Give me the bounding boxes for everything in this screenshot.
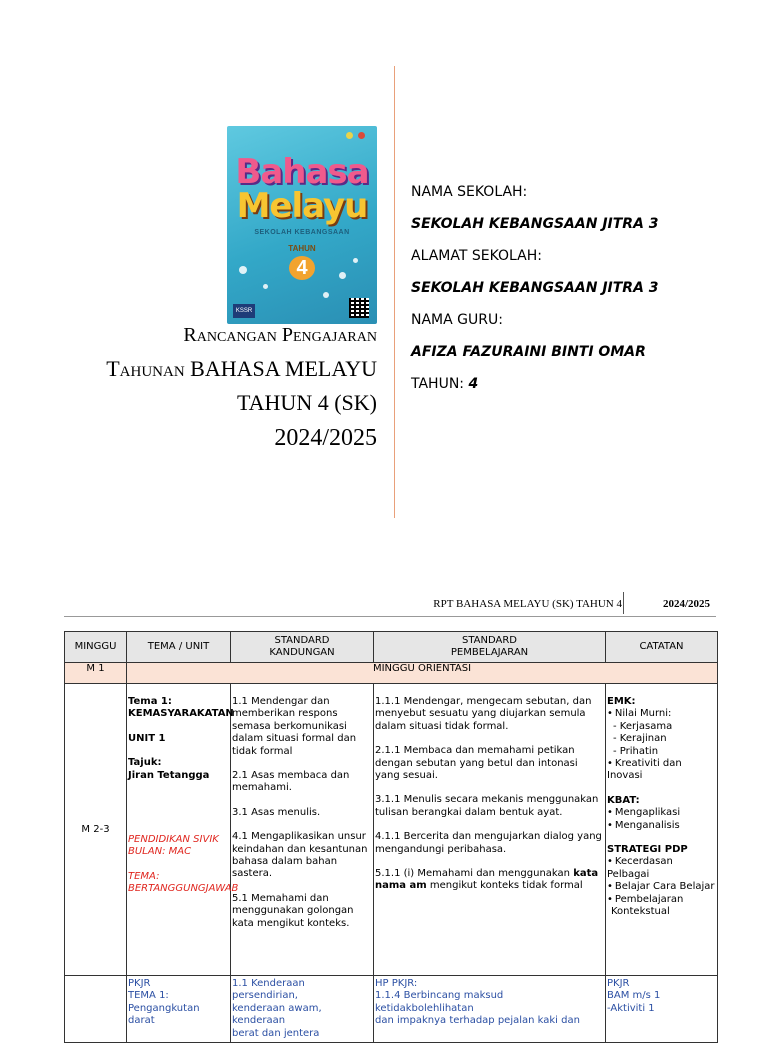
pkjr-sk-cell bbox=[231, 976, 374, 1043]
teacher-value: AFIZA FAZURAINI BINTI OMAR bbox=[411, 344, 646, 360]
spacer bbox=[232, 758, 372, 770]
running-year: 2024/2025 bbox=[662, 598, 710, 610]
tema-name: KEMASYARAKATAN bbox=[128, 708, 234, 720]
kbat-item: • Menganalisis bbox=[607, 820, 716, 832]
unit-label: UNIT 1 bbox=[128, 732, 166, 744]
table-row bbox=[65, 976, 718, 1043]
sk-item: 5.1 Memahami dan menggunakan golongan kata mengikut konteks. bbox=[232, 892, 354, 929]
pkjr-sk-line: kenderaan awam, kenderaan bbox=[232, 1002, 322, 1027]
catatan-cell bbox=[606, 684, 718, 976]
cover-word-melayu: Melayu bbox=[236, 186, 368, 226]
sk-item: 2.1 Asas membaca dan memahami. bbox=[232, 770, 350, 794]
emk-label: EMK: bbox=[607, 696, 636, 707]
running-title: RPT BAHASA MELAYU (SK) TAHUN 4 bbox=[433, 598, 622, 610]
spacer bbox=[128, 859, 229, 871]
sivik-month: BULAN: MAC bbox=[128, 846, 192, 858]
sp-item: 1.1.1 Mendengar, mengecam sebutan, dan menyebut sesuatu yang diujarkan semula dalam situasi tidak formal. bbox=[375, 696, 592, 732]
spacer bbox=[375, 856, 604, 868]
sk-item: 1.1 Mendengar dan memberikan respons semasa berkomunikasi dalam situasi formal dan tidak formal bbox=[232, 696, 357, 757]
spacer bbox=[607, 783, 716, 795]
strategi-item: • Pembelajaran bbox=[607, 894, 716, 906]
title-line-1: Rancangan Pengajaran bbox=[183, 324, 377, 346]
title-line-2-rest: BAHASA MELAYU bbox=[184, 356, 377, 381]
bubble-decoration bbox=[339, 272, 346, 279]
standard-pembelajaran-cell bbox=[374, 684, 606, 976]
header-text: KANDUNGAN bbox=[269, 647, 335, 658]
kbat-label: KBAT: bbox=[607, 794, 640, 806]
title-line-2 bbox=[106, 352, 377, 386]
rpt-table bbox=[64, 631, 718, 1043]
spacer bbox=[607, 832, 716, 844]
title-line-2-smallcaps: Tahunan bbox=[106, 356, 185, 381]
spacer bbox=[375, 819, 604, 831]
pkjr-label: PKJR bbox=[128, 978, 151, 989]
pkjr-sp-line: HP PKJR: bbox=[375, 978, 418, 989]
kbat-item: • Mengaplikasi bbox=[607, 807, 716, 819]
col-header-minggu: MINGGU bbox=[65, 632, 127, 663]
title-line-4: 2024/2025 bbox=[274, 425, 377, 451]
strategi-item: • Belajar Cara Belajar bbox=[607, 881, 716, 893]
sk-item: 3.1 Asas menulis. bbox=[232, 806, 321, 818]
pkjr-cat-line: BAM m/s 1 bbox=[607, 990, 661, 1002]
sp-item-5 bbox=[375, 868, 604, 893]
header-text: STANDARD bbox=[274, 635, 330, 646]
cover-word-bahasa: Bahasa bbox=[235, 152, 369, 192]
tema-title: Tema 1: bbox=[128, 696, 172, 707]
spacer bbox=[128, 782, 229, 834]
tajuk-label: Tajuk: bbox=[128, 757, 162, 769]
spacer bbox=[128, 721, 229, 733]
pkjr-tema-title: TEMA 1: bbox=[128, 990, 169, 1002]
pkjr-tema-name: Pengangkutan darat bbox=[128, 1002, 200, 1027]
vertical-divider bbox=[394, 66, 395, 518]
pkjr-sp-line: dan impaknya terhadap pejalan kaki dan bbox=[375, 1015, 580, 1027]
header-divider bbox=[623, 592, 624, 614]
table-header-row bbox=[65, 632, 718, 663]
spacer bbox=[375, 782, 604, 794]
pkjr-cat-line: PKJR bbox=[607, 978, 630, 989]
header-text: STANDARD bbox=[461, 635, 517, 646]
spacer bbox=[232, 819, 372, 831]
table-row bbox=[65, 684, 718, 976]
sp5-text-c: mengikut konteks tidak formal bbox=[426, 880, 583, 892]
col-header-tema: TEMA / UNIT bbox=[127, 632, 231, 663]
textbook-cover-image bbox=[227, 126, 377, 324]
sivik-tema-value: BERTANGGUNGJAWAB bbox=[128, 883, 239, 895]
sivik-label: PENDIDIKAN SIVIK bbox=[128, 834, 219, 846]
emk-item: • Nilai Murni: bbox=[607, 708, 716, 720]
emk-subitem: - Kerajinan bbox=[613, 733, 667, 745]
spacer bbox=[128, 745, 229, 757]
school-value: SEKOLAH KEBANGSAAN JITRA 3 bbox=[411, 216, 659, 232]
standard-kandungan-cell bbox=[231, 684, 374, 976]
kssr-logo: KSSR bbox=[233, 304, 255, 318]
spacer bbox=[375, 733, 604, 745]
pkjr-catatan-cell bbox=[606, 976, 718, 1043]
col-header-catatan: CATATAN bbox=[606, 632, 718, 663]
sp-item: 4.1.1 Bercerita dan mengujarkan dialog yang mengandungi peribahasa. bbox=[375, 831, 602, 855]
bubble-decoration bbox=[263, 284, 268, 289]
ministry-logo-icon bbox=[358, 132, 365, 139]
page-running-header bbox=[64, 598, 716, 618]
bubble-decoration bbox=[323, 292, 329, 298]
sp-item: 2.1.1 Membaca dan memahami petikan dengan sebutan yang betul dan intonasi yang sesuai. bbox=[375, 745, 578, 782]
pkjr-sk-line: berat dan jentera bbox=[232, 1027, 320, 1039]
orientation-week: M 1 bbox=[65, 663, 127, 684]
crest-icon bbox=[346, 132, 353, 139]
pkjr-sp-line: 1.1.4 Berbincang maksud ketidakbolehlihatan bbox=[375, 990, 504, 1014]
year-row bbox=[411, 374, 659, 406]
orientation-label: MINGGU ORIENTASI bbox=[127, 663, 718, 684]
title-line-3: TAHUN 4 (SK) bbox=[236, 390, 377, 415]
year-value: 4 bbox=[468, 376, 479, 392]
qr-code-icon bbox=[349, 298, 369, 318]
col-header-standard-kandungan bbox=[231, 632, 374, 663]
teacher-label: NAMA GURU: bbox=[411, 312, 503, 328]
document-title bbox=[106, 322, 377, 456]
address-value: SEKOLAH KEBANGSAAN JITRA 3 bbox=[411, 280, 659, 296]
sp5-text-bold: kata nama am bbox=[375, 868, 599, 892]
header-rule bbox=[64, 616, 716, 617]
tema-cell bbox=[127, 684, 239, 976]
cover-year-number: 4 bbox=[289, 256, 315, 280]
bubble-decoration bbox=[239, 266, 247, 274]
address-label: ALAMAT SEKOLAH: bbox=[411, 248, 542, 264]
school-label: NAMA SEKOLAH: bbox=[411, 184, 528, 200]
bubble-decoration bbox=[353, 258, 358, 263]
strategi-label: STRATEGI PDP bbox=[607, 844, 688, 856]
sk-item: 4.1 Mengaplikasikan unsur keindahan dan kesantunan bahasa dalam bahan sastera. bbox=[232, 831, 368, 880]
tajuk-value: Jiran Tetangga bbox=[128, 769, 210, 781]
pkjr-sk-line: 1.1 Kenderaan persendirian, bbox=[232, 978, 305, 1002]
spacer bbox=[232, 881, 372, 893]
header-text: PEMBELAJARAN bbox=[450, 647, 529, 658]
pkjr-cat-line: -Aktiviti 1 bbox=[607, 1002, 655, 1014]
school-info-block bbox=[411, 182, 659, 406]
emk-item: • Kreativiti dan Inovasi bbox=[607, 758, 716, 783]
week-cell-empty bbox=[65, 976, 127, 1043]
strategi-item-cont: Kontekstual bbox=[611, 906, 670, 918]
emk-subitem: - Prihatin bbox=[613, 745, 659, 757]
strategi-item: • Kecerdasan Pelbagai bbox=[607, 856, 716, 881]
sp-item: 3.1.1 Menulis secara mekanis menggunakan tulisan berangkai dalam bentuk ayat. bbox=[375, 794, 599, 818]
pkjr-tema-cell bbox=[127, 976, 231, 1043]
week-cell: M 2-3 bbox=[65, 684, 127, 976]
year-label: TAHUN: bbox=[411, 376, 469, 392]
pkjr-sp-cell bbox=[374, 976, 606, 1043]
table-row-orientation bbox=[65, 663, 718, 684]
sp5-text-a: 5.1.1 (i) Memahami dan menggunakan bbox=[375, 868, 574, 880]
sivik-tema-label: TEMA: bbox=[128, 870, 160, 882]
spacer bbox=[232, 795, 372, 807]
cover-subtitle: SEKOLAH KEBANGSAAN bbox=[254, 229, 350, 236]
col-header-standard-pembelajaran bbox=[374, 632, 606, 663]
emk-subitem: - Kerjasama bbox=[613, 720, 673, 732]
cover-tahun-label: TAHUN bbox=[288, 244, 316, 253]
